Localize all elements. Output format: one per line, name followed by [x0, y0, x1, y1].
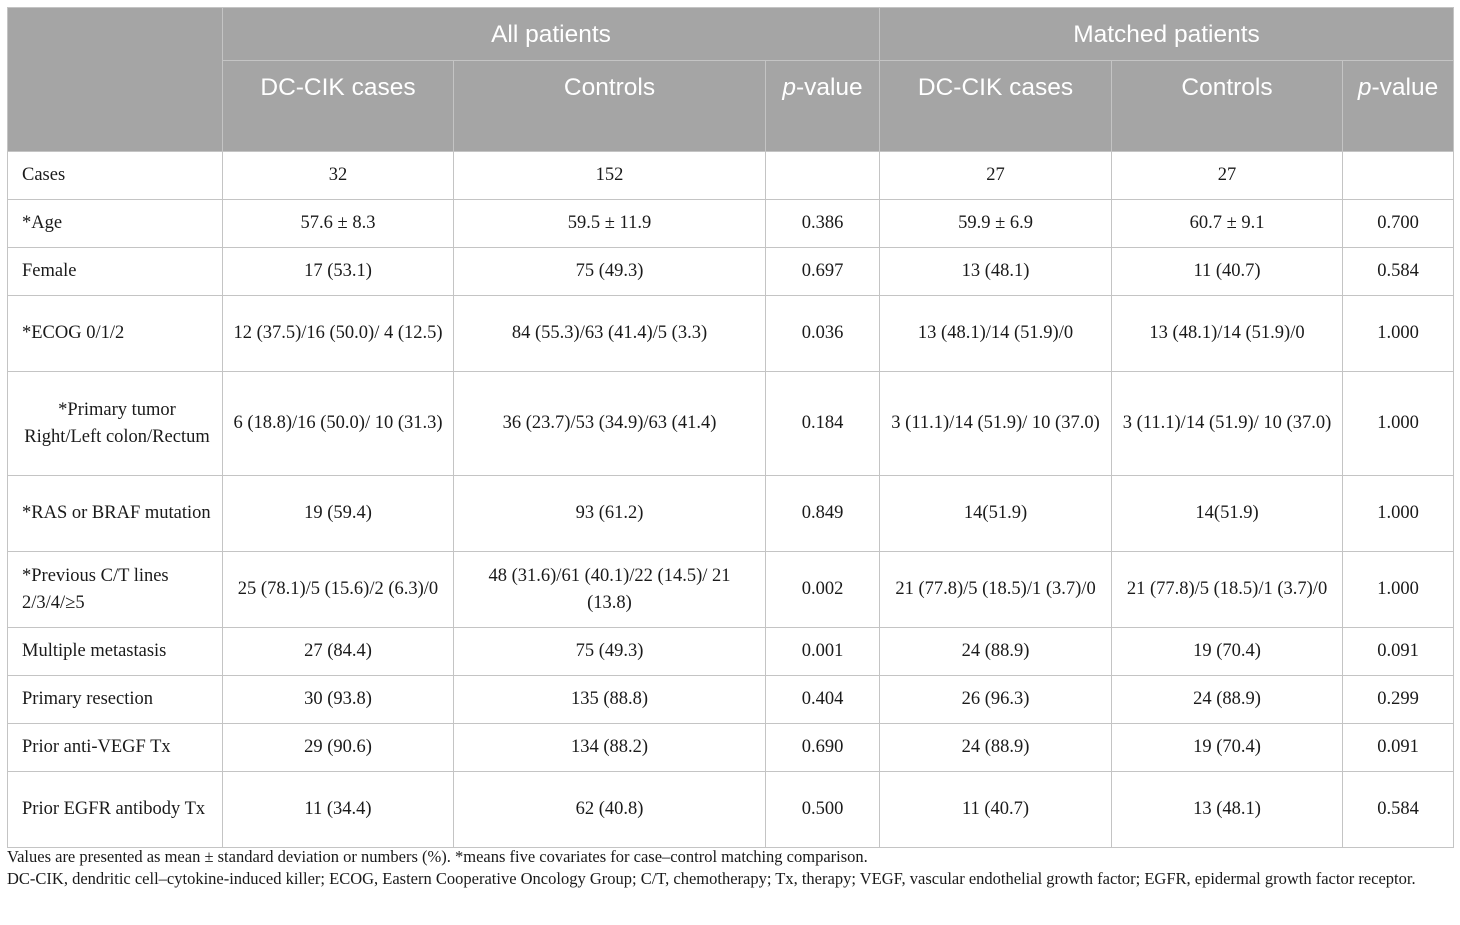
table-header [8, 8, 1454, 152]
cell-matched-p-value [1343, 152, 1454, 200]
cell-all-p-value: 0.184 [766, 372, 880, 476]
cell-all-p-value: 0.697 [766, 248, 880, 296]
cell-matched-p-value: 1.000 [1343, 296, 1454, 372]
cell-matched-p-value: 1.000 [1343, 372, 1454, 476]
table-body [8, 152, 1454, 848]
cell-matched-p-value: 1.000 [1343, 552, 1454, 628]
cell-matched-cases: 13 (48.1)/14 (51.9)/0 [880, 296, 1112, 372]
cell-matched-controls: 19 (70.4) [1112, 724, 1343, 772]
row-label: *ECOG 0/1/2 [8, 296, 223, 372]
cell-matched-controls: 11 (40.7) [1112, 248, 1343, 296]
table-row [8, 372, 1454, 476]
header-matched-dc-cik-cases: DC-CIK cases [880, 61, 1112, 152]
cell-matched-cases: 13 (48.1) [880, 248, 1112, 296]
cell-all-p-value: 0.001 [766, 628, 880, 676]
header-blank-cell [8, 8, 223, 152]
cell-all-controls: 75 (49.3) [454, 248, 766, 296]
cell-all-cases: 12 (37.5)/16 (50.0)/ 4 (12.5) [223, 296, 454, 372]
cell-matched-cases: 21 (77.8)/5 (18.5)/1 (3.7)/0 [880, 552, 1112, 628]
table-row [8, 476, 1454, 552]
cell-all-cases: 19 (59.4) [223, 476, 454, 552]
header-all-controls: Controls [454, 61, 766, 152]
table-row [8, 724, 1454, 772]
cell-matched-controls: 14(51.9) [1112, 476, 1343, 552]
row-label: Female [8, 248, 223, 296]
cell-matched-cases: 24 (88.9) [880, 628, 1112, 676]
cell-matched-controls: 60.7 ± 9.1 [1112, 200, 1343, 248]
cell-all-p-value [766, 152, 880, 200]
cell-matched-controls: 13 (48.1)/14 (51.9)/0 [1112, 296, 1343, 372]
cell-matched-p-value: 1.000 [1343, 476, 1454, 552]
header-matched-controls: Controls [1112, 61, 1343, 152]
cell-all-cases: 32 [223, 152, 454, 200]
row-label: *Previous C/T lines 2/3/4/≥5 [8, 552, 223, 628]
row-label: Prior anti-VEGF Tx [8, 724, 223, 772]
table-row [8, 628, 1454, 676]
cell-all-p-value: 0.002 [766, 552, 880, 628]
cell-matched-cases: 3 (11.1)/14 (51.9)/ 10 (37.0) [880, 372, 1112, 476]
cell-matched-p-value: 0.299 [1343, 676, 1454, 724]
row-label: Cases [8, 152, 223, 200]
header-group-matched-patients: Matched patients [880, 8, 1454, 61]
cell-all-controls: 134 (88.2) [454, 724, 766, 772]
cell-all-controls: 48 (31.6)/61 (40.1)/22 (14.5)/ 21 (13.8) [454, 552, 766, 628]
row-label: Multiple metastasis [8, 628, 223, 676]
cell-all-cases: 25 (78.1)/5 (15.6)/2 (6.3)/0 [223, 552, 454, 628]
table-row [8, 552, 1454, 628]
cell-matched-p-value: 0.584 [1343, 248, 1454, 296]
cell-all-controls: 36 (23.7)/53 (34.9)/63 (41.4) [454, 372, 766, 476]
cell-all-cases: 11 (34.4) [223, 772, 454, 848]
cell-matched-controls: 21 (77.8)/5 (18.5)/1 (3.7)/0 [1112, 552, 1343, 628]
table-row [8, 676, 1454, 724]
table-row [8, 296, 1454, 372]
cell-matched-p-value: 0.700 [1343, 200, 1454, 248]
p-value-suffix: -value [795, 74, 863, 101]
header-group-all-patients: All patients [223, 8, 880, 61]
cell-all-cases: 27 (84.4) [223, 628, 454, 676]
p-italic: p [1357, 74, 1372, 101]
cell-matched-p-value: 0.091 [1343, 724, 1454, 772]
row-label: *Primary tumor Right/Left colon/Rectum [8, 372, 223, 476]
table-row [8, 248, 1454, 296]
cell-all-cases: 17 (53.1) [223, 248, 454, 296]
cell-all-p-value: 0.500 [766, 772, 880, 848]
cell-all-p-value: 0.690 [766, 724, 880, 772]
cell-matched-cases: 14(51.9) [880, 476, 1112, 552]
cell-all-p-value: 0.849 [766, 476, 880, 552]
header-all-dc-cik-cases: DC-CIK cases [223, 61, 454, 152]
cell-matched-controls: 13 (48.1) [1112, 772, 1343, 848]
cell-matched-cases: 27 [880, 152, 1112, 200]
cell-matched-cases: 26 (96.3) [880, 676, 1112, 724]
p-italic: p [782, 74, 796, 101]
cell-all-p-value: 0.386 [766, 200, 880, 248]
cell-all-controls: 135 (88.8) [454, 676, 766, 724]
cell-matched-controls: 19 (70.4) [1112, 628, 1343, 676]
table-row [8, 152, 1454, 200]
cell-matched-p-value: 0.584 [1343, 772, 1454, 848]
cell-all-controls: 93 (61.2) [454, 476, 766, 552]
p-value-suffix: -value [1371, 74, 1439, 101]
table-footnote [7, 846, 1453, 890]
row-label: Primary resection [8, 676, 223, 724]
cell-all-cases: 57.6 ± 8.3 [223, 200, 454, 248]
table-row [8, 200, 1454, 248]
cell-all-cases: 30 (93.8) [223, 676, 454, 724]
footnote-values-note: Values are presented as mean ± standard deviation or numbers (%). *means five covariates for case–control matching comparison. [7, 847, 868, 866]
header-matched-p-value [1343, 61, 1454, 152]
cell-matched-controls: 3 (11.1)/14 (51.9)/ 10 (37.0) [1112, 372, 1343, 476]
cell-all-cases: 29 (90.6) [223, 724, 454, 772]
cell-matched-cases: 59.9 ± 6.9 [880, 200, 1112, 248]
footnote-abbreviations: DC-CIK, dendritic cell–cytokine-induced killer; ECOG, Eastern Cooperative Oncology Group; C/T, chemotherapy; Tx, therapy; VEGF, vascular endothelial growth factor; EGFR, epidermal growth factor receptor. [7, 869, 1416, 888]
cell-all-controls: 152 [454, 152, 766, 200]
cell-matched-cases: 11 (40.7) [880, 772, 1112, 848]
cell-all-controls: 75 (49.3) [454, 628, 766, 676]
cell-all-controls: 84 (55.3)/63 (41.4)/5 (3.3) [454, 296, 766, 372]
cell-matched-controls: 24 (88.9) [1112, 676, 1343, 724]
cell-all-controls: 62 (40.8) [454, 772, 766, 848]
cell-all-cases: 6 (18.8)/16 (50.0)/ 10 (31.3) [223, 372, 454, 476]
comparison-table [7, 7, 1454, 848]
row-label: *Age [8, 200, 223, 248]
row-label: Prior EGFR antibody Tx [8, 772, 223, 848]
row-label: *RAS or BRAF mutation [8, 476, 223, 552]
table-row [8, 772, 1454, 848]
header-all-p-value [766, 61, 880, 152]
cell-all-p-value: 0.404 [766, 676, 880, 724]
cell-matched-controls: 27 [1112, 152, 1343, 200]
cell-matched-p-value: 0.091 [1343, 628, 1454, 676]
cell-all-p-value: 0.036 [766, 296, 880, 372]
cell-matched-cases: 24 (88.9) [880, 724, 1112, 772]
cell-all-controls: 59.5 ± 11.9 [454, 200, 766, 248]
